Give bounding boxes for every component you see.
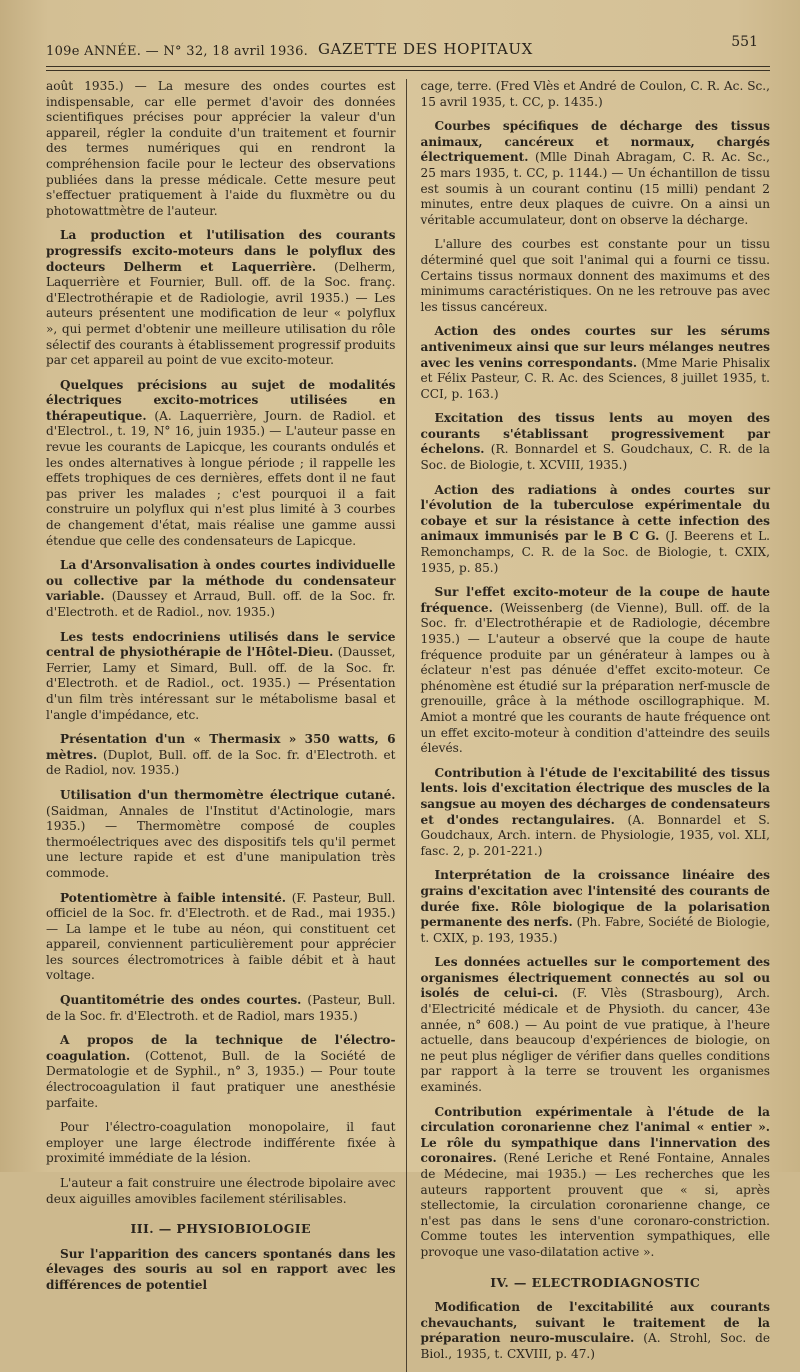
- article-entry: [421, 119, 771, 228]
- article-body: (René Leriche et René Fontaine, Annales de Médecine, mai 1935.) — Les recherches que les auteurs rapportent prouvent que « si, après stellectomie, la circulation coronarienne change, ce n'est pas dans le sens d'une coronaro-constriction. Comme toutes les intervention sympathiques, elle provoque une vaso-dilatation active ».: [420, 1151, 770, 1259]
- article-title: Les données actuelles sur le comportement des organismes électriquement connectés au sol ou isolés de celui-ci.: [420, 955, 770, 1001]
- article-entry: [46, 1120, 396, 1167]
- article-body: (Mlle Dinah Abragam, C. R. Ac. Sc., 25 mars 1935, t. CC, p. 1144.) — Un échantillon de tissu est soumis à un courant continu (15 milli) pendant 2 minutes, entre deux plaques de cuivre. On a ainsi un véritable accumulateur, dont on observe la décharge.: [420, 150, 770, 227]
- article-entry: [46, 1176, 396, 1207]
- article-entry: [46, 1033, 396, 1111]
- article-body: L'allure des courbes est constante pour un tissu déterminé quel que soit l'animal qui a fourni ce tissu. Certains tissus normaux donnent des maximums et des minimums caractéristiques. On ne les retrouve pas avec les tissus cancéreux.: [420, 237, 770, 314]
- article-title: Contribution à l'étude de l'excitabilité des tissus lents. lois d'excitation électrique des muscles de la sangsue au moyen des décharges de condensateurs et d'ondes rectangulaires.: [420, 765, 770, 827]
- article-body: (F. Vlès (Strasbourg), Arch. d'Electricité médicale et de Physioth. du cancer, 43e année, n° 608.) — Au point de vue pratique, à l'heure actuelle, dans beaucoup d'expériences de biologie, on ne peut plus négliger de vérifier dans quelles conditions par rapport à la terre se trouvent les organismes examinés.: [420, 986, 770, 1095]
- article-entry: [421, 1105, 771, 1261]
- article-title: Contribution expérimentale à l'étude de la circulation coronarienne chez l'animal « entier ». Le rôle du sympathique dans l'innervation des coronaires.: [420, 1104, 770, 1166]
- section-title-electrodiagnostic: IV. — ELECTRODIAGNOSTIC: [490, 1274, 701, 1290]
- two-column-body: [46, 79, 770, 1372]
- article-entry: [421, 1300, 771, 1362]
- article-entry: [46, 228, 396, 368]
- article-title: Quelques précisions au sujet de modalités électriques excito-motrices utilisées en thérapeutique.: [46, 377, 396, 423]
- page-header: [46, 28, 770, 62]
- article-title: Les tests endocriniens utilisés dans le service central de physiothérapie de l'Hôtel-Dieu.: [46, 629, 396, 660]
- article-body: (A. Laquerrière, Journ. de Radiol. et d'Electrol., t. 19, N° 16, juin 1935.) — L'auteur passe en revue les courants de Lapicque, les courants ondulés et les ondes alternatives à longue période ; il rappelle les effets trophiques de ces dernières, effets dont il ne faut pas priver les malades ; c'est pourquoi il a fait construire un polyflux qui n'est plus limité à 3 courbes de changement d'état, mais réalise une gamme aussi étendue que celle des condensateurs de Lapicque.: [46, 408, 396, 548]
- left-column: [46, 79, 406, 1372]
- article-entry: [46, 732, 396, 779]
- section-title-physiobiologie: III. — PHYSIOBIOLOGIE: [130, 1221, 311, 1237]
- article-body: (Mme Marie Phisalix et Félix Pasteur, C. R. Ac. des Sciences, 8 juillet 1935, t. CCI, p. 163.): [420, 355, 770, 401]
- article-entry: [46, 630, 396, 724]
- journal-title: GAZETTE DES HOPITAUX: [318, 40, 533, 58]
- article-entry: [421, 585, 771, 757]
- article-title: Interprétation de la croissance linéaire des grains d'excitation avec l'intensité des courants de durée fixe. Rôle biologique de la polarisation permanente des nerfs.: [420, 868, 770, 930]
- article-entry: [46, 993, 396, 1024]
- article-entry: [421, 955, 771, 1095]
- article-body: (A. Strohl, Soc. de Biol., 1935, t. CXVIII, p. 47.): [420, 1331, 770, 1361]
- article-body: (Weissenberg (de Vienne), Bull. off. de la Soc. fr. d'Electrothérapie et de Radiologie, décembre 1935.) — L'auteur a observé que la coupe de haute fréquence produite par un générateur à lampes ou à éclateur n'est pas dénuée d'effet excito-moteur. Ce phénomène est étudié sur la préparation nerf-muscle de grenouille, grâce à la méthode oscillographique. M. Amiot a montré que les courants de haute fréquence ont un effet excito-moteur à condition d'atteindre des seuils élevés.: [420, 600, 770, 756]
- article-entry: [421, 868, 771, 946]
- article-entry: [46, 1247, 396, 1294]
- article-body: (Pasteur, Bull. de la Soc. fr. d'Electroth. et de Radiol, mars 1935.): [46, 993, 396, 1023]
- article-body: Pour l'électro-coagulation monopolaire, il faut employer une large électrode indifférente fixée à proximité immédiate de la lésion.: [46, 1120, 396, 1166]
- article-entry: [421, 483, 771, 577]
- article-body: août 1935.) — La mesure des ondes courtes est indispensable, car elle permet d'avoir des données scientifiques précises pour apprécier la valeur d'un appareil, régler la conduite d'un traitement et fournir des termes numériques qui en rendront la compréhension facile pour le lecteur des observations publiées dans la presse médicale. Cette mesure peut s'effectuer pratiquement à l'aide du fluxmètre ou du photowattmètre de l'auteur.: [46, 79, 396, 218]
- article-entry: [421, 79, 771, 110]
- article-entry: [46, 79, 396, 219]
- article-body: (Cottenot, Bull. de la Société de Dermatologie et de Syphil., n° 3, 1935.) — Pour toute électrocoagulation il faut pratiquer une anesthésie parfaite.: [46, 1048, 396, 1110]
- article-title: Action des ondes courtes sur les sérums antivenimeux ainsi que sur leurs mélanges neutres avec les venins correspondants.: [420, 324, 770, 370]
- header-rule: [46, 66, 770, 67]
- article-entry: [46, 558, 396, 620]
- article-title: Potentiomètre à faible intensité.: [60, 890, 286, 905]
- article-body: (Dausset, Ferrier, Lamy et Simard, Bull. off. de la Soc. fr. d'Electroth. et de Radiol., oct. 1935.) — Présentation d'un film très intéressant sur le métabolisme basal et l'angle d'impédance, etc.: [46, 645, 396, 722]
- article-body: (Duplot, Bull. off. de la Soc. fr. d'Electroth. et de Radiol, nov. 1935.): [46, 747, 396, 778]
- right-column: [417, 79, 771, 1372]
- header-rule-2: [46, 70, 770, 71]
- article-body: (R. Bonnardel et S. Goudchaux, C. R. de la Soc. de Biologie, t. XCVIII, 1935.): [420, 442, 770, 473]
- article-entry: [46, 378, 396, 550]
- article-title: Modification de l'excitabilité aux courants chevauchants, suivant le traitement de la préparation neuro-musculaire.: [420, 1300, 770, 1346]
- article-entry: [421, 237, 771, 315]
- article-body: (Saidman, Annales de l'Institut d'Actinologie, mars 1935.) — Thermomètre composé de couples thermoélectriques avec des dispositifs tels qu'il permet une lecture rapide et est d'une manipulation très commode.: [46, 803, 396, 880]
- article-body: (Ph. Fabre, Société de Biologie, t. CXIX, p. 193, 1935.): [420, 915, 770, 945]
- article-title: La d'Arsonvalisation à ondes courtes individuelle ou collective par la méthode du condensateur variable.: [46, 558, 396, 604]
- article-body: (Daussey et Arraud, Bull. off. de la Soc. fr. d'Electroth. et de Radiol., nov. 1935.): [46, 589, 396, 619]
- article-title: A propos de la technique de l'électro-coagulation.: [46, 1033, 396, 1063]
- article-title: Sur l'apparition des cancers spontanés dans les élevages des souris au sol en rapport avec les différences de potentiel: [46, 1246, 396, 1292]
- article-title: Courbes spécifiques de décharge des tissus animaux, cancéreux et normaux, chargés électriquement.: [420, 119, 770, 165]
- article-title: Quantitométrie des ondes courtes.: [60, 993, 302, 1008]
- article-title: Excitation des tissus lents au moyen des courants s'établissant progressivement par échelons.: [420, 411, 770, 457]
- article-body: (F. Pasteur, Bull. officiel de la Soc. fr. d'Electroth. et de Rad., mai 1935.) — La lampe et le tube au néon, qui constituent cet appareil, conviennent particulièrement pour apprécier les sources électromotrices à faible débit et à haut voltage.: [46, 890, 396, 983]
- article-body: cage, terre. (Fred Vlès et André de Coulon, C. R. Ac. Sc., 15 avril 1935, t. CC, p. 1435.): [420, 79, 770, 109]
- issue-line: 109e ANNÉE. — N° 32, 18 avril 1936.: [46, 44, 309, 59]
- article-entry: [421, 766, 771, 860]
- column-divider: [406, 79, 407, 1372]
- article-title: La production et l'utilisation des courants progressifs excito-moteurs dans le polyflux des docteurs Delherm et Laquerrière.: [46, 228, 396, 274]
- article-title: Action des radiations à ondes courtes sur l'évolution de la tuberculose expérimentale du cobaye et sur la résistance à cette infection des animaux immunisés par le B C G.: [420, 482, 770, 544]
- article-title: Présentation d'un « Thermasix » 350 watts, 6 mètres.: [46, 732, 396, 762]
- page-number: 551: [731, 34, 758, 50]
- article-title: Sur l'effet excito-moteur de la coupe de haute fréquence.: [420, 585, 770, 615]
- article-entry: [421, 411, 771, 473]
- article-body: (J. Beerens et L. Remonchamps, C. R. de la Soc. de Biologie, t. CXIX, 1935, p. 85.): [420, 529, 770, 575]
- article-entry: [46, 891, 396, 985]
- article-entry: [46, 788, 396, 882]
- article-body: (Delherm, Laquerrière et Fournier, Bull. off. de la Soc. franç. d'Electrothérapie et de Radiologie, avril 1935.) — Les auteurs présentent une modification de leur « polyflux », qui permet d'obtenir une meilleure utilisation du rôle sélectif des courants à établissement progressif produits par cet appareil au point de vue excito-moteur.: [46, 259, 396, 368]
- article-title: Utilisation d'un thermomètre électrique cutané.: [60, 787, 396, 802]
- article-entry: [421, 324, 771, 402]
- article-body: L'auteur a fait construire une électrode bipolaire avec deux aiguilles amovibles facilement stérilisables.: [46, 1176, 396, 1206]
- article-body: (A. Bonnardel et S. Goudchaux, Arch. intern. de Physiologie, 1935, vol. XLI, fasc. 2, p. 201-221.): [420, 812, 770, 858]
